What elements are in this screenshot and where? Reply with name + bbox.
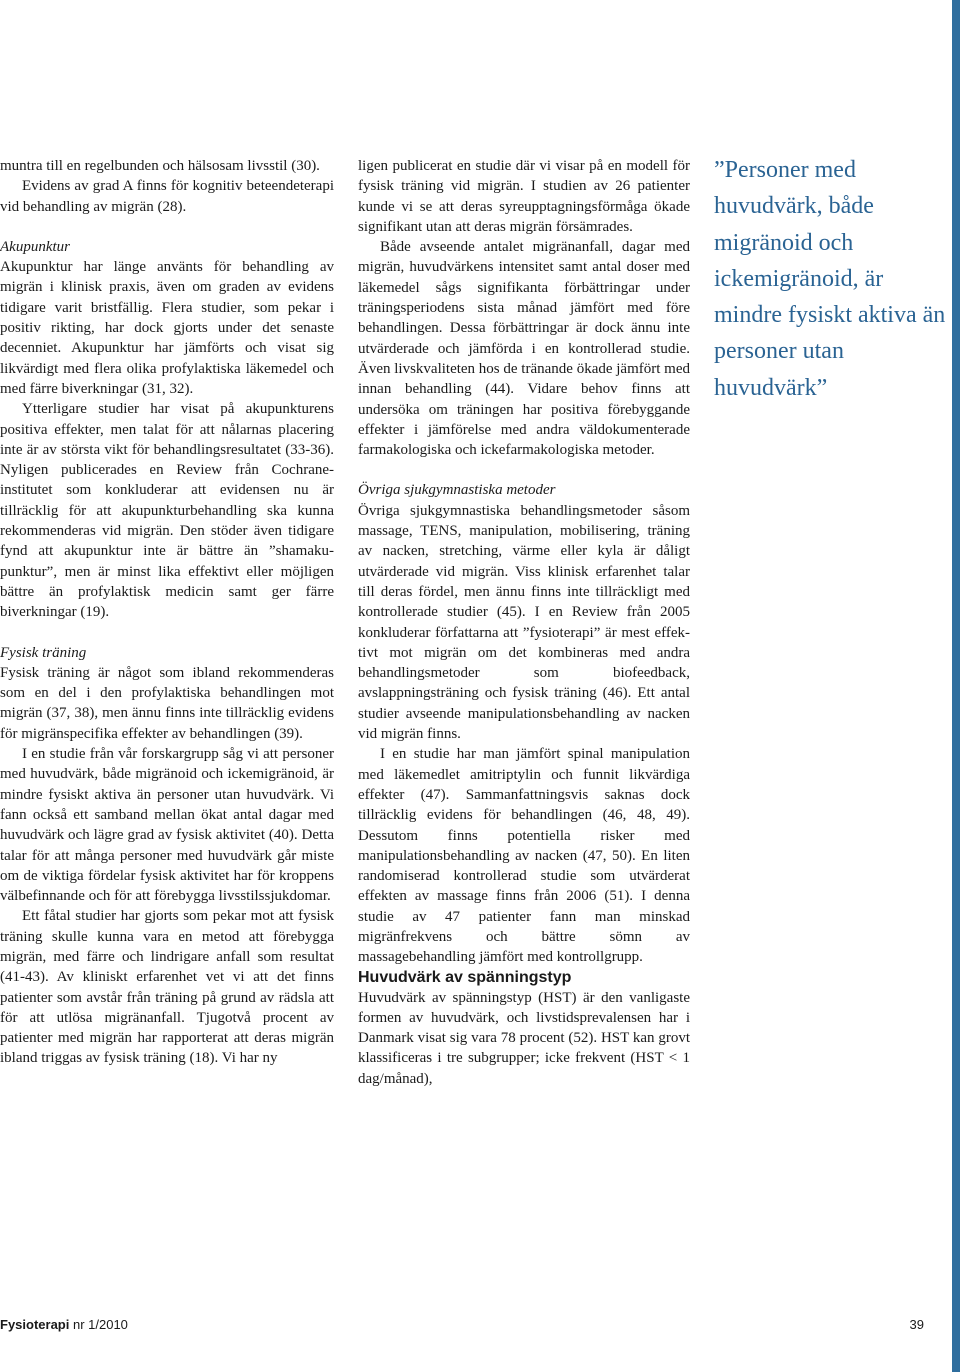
subheading-akupunktur: Akupunktur: [0, 238, 70, 255]
paragraph: Akupunktur har länge använts för behandling av migrän i klinisk praxis, även om graden av evidens tidigare varit bristfällig. Flera studier, som pekar i positiv rikting, har dock gjorts under det senaste decenniet. Akupunktur har jämförts och visat sig likvärdigt med flera olika profylaktiska läkemedel och med färre biverkningar (31, 32).: [0, 259, 334, 397]
subheading-fysisk-traning: Fysisk träning: [0, 644, 87, 661]
page-number: 39: [909, 1317, 924, 1332]
paragraph: Fysisk träning är något som ibland rekommenderas som en del i den profylaktiska behandlingen mot migrän (37, 38), men ännu finns inte tillräcklig evidens för migränspecifika effekter av behandlingen (39).: [0, 664, 334, 742]
paragraph: Huvudvärk av spänningstyp (HST) är den vanligaste formen av huvudvärk, och livstidsprevalensen har i Danmark visat sig vara 78 procent (52). HST kan grovt klassificeras i tre subgrupper; icke frekvent (HST < 1 dag/månad),: [358, 989, 690, 1087]
paragraph: Ytterligare studier har visat på akupunkturens positiva effekter, men talat för att nålarnas placering inte är av största vikt för behandlingsresultatet (33-36). Nyligen publicerades en Review från Cochrane-institutet som konkluderar att evidensen nu är tillräcklig för att akupunkturbehandling ska kunna rekommenderas vid migrän. Den stöder även tidigare fynd att akupunktur inte är bättre än ”shamakupunktur”, men är minst lika effektivt eller möjligen bättre än profylaktisk medicin samt ger färre biverkningar (19).: [0, 401, 334, 621]
text-column-middle: [358, 156, 690, 1089]
paragraph: I en studie från vår forskargrupp såg vi att personer med huvudvärk, både migränoid och ickemigränoid, är mindre fysiskt aktiva än personer utan huvudvärk. Vi fann också ett samband mellan ökat antal dagar med huvudvärk och lägre grad av fysisk aktivitet (40). Detta talar för att många personer med huvudvärk går miste om de viktiga fördelar fysisk aktivitet har för kroppens välbefinnande och för att förebygga livsstilssjukdomar.: [0, 746, 334, 905]
paragraph: ligen publicerat en studie där vi visar på en modell för fysisk träning vid migrän. I studien av 26 patienter kunde vi se att deras syreupptagningsförmåga ökade signifikant utan att deras migrän försämrades.: [358, 158, 690, 235]
pull-quote: ”Personer med huvudvärk, både migränoid och ickemigränoid, är mindre fysiskt aktiva än personer utan huvudvärk”: [714, 157, 946, 401]
subheading-ovriga-metoder: Övriga sjukgymnastiska metoder: [358, 482, 556, 499]
issue-number: nr 1/2010: [69, 1317, 128, 1332]
paragraph: Ett fåtal studier har gjorts som pekar mot att fysisk träning skulle kunna vara en metod att förebygga migrän, med färre och lindrigare anfall som resultat (41-43). Av kliniskt erfarenhet vet vi att det finns patienter som avstår från träning på grund av rädsla att för att utlösa migränanfall. Tjugotvå procent av patienter med migrän har rapporterat att deras migrän ibland triggas av fysisk träning (18). Vi har ny: [0, 908, 334, 1067]
paragraph: Evidens av grad A finns för kognitiv beteendeterapi vid behandling av migrän (28).: [0, 178, 334, 215]
section-heading-spanningshuvudvark: Huvudvärk av spänningstyp: [358, 968, 572, 986]
paragraph: I en studie har man jämfört spinal manipulation med läkemedlet amitriptylin och funnit likvärdiga effekter (47). Sammanfattningsvis saknas dock tillräcklig evidens för behandlingen (46, 48, 49). Dessutom finns potentiella risker med manipulationsbehandling av nacken (47, 50). En liten randomiserad kontrollerad studie som utvärderat effekten av massage finns från 2006 (51). I denna studie av 47 patienter fann man minskad migränfrekvens och bättre sömn av massagebehandling jämfört med kontrollgrupp.: [358, 746, 690, 966]
text-column-left: [0, 156, 334, 1069]
footer-journal: [0, 1317, 128, 1332]
paragraph: muntra till en regelbunden och hälsosam livsstil (30).: [0, 158, 320, 174]
journal-name: Fysioterapi: [0, 1317, 70, 1332]
paragraph: Övriga sjukgymnastiska behandlingsmetoder såsom massage, TENS, manipulation, mobilisering, träning av nacken, stretching, värme eller kyla är dåligt utvärderade vid migrän. Viss klinisk erfarenhet talar till deras fördel, men ännu finns inte tillräckligt med kontrollerade studier (45). I en Review från 2005 konkluderar författarna att ”fysioterapi” är mest effektivt mot migrän om det kombineras med andra behandlingsmetoder som biofeedback, avslappningsträning och fysisk träning (46). Ett antal studier avseende manipulationsbehandling av nacken vid migrän finns.: [358, 502, 690, 743]
paragraph: Både avseende antalet migränanfall, dagar med migrän, huvudvärkens intensitet samt antal doser med läkemedel sågs signifikanta förbättringar under träningsperiodens sista månad jämfört med före behandlingen. Dessa förbättringar är dock ännu inte utvärderade och jämförda i en kontrollerad studie. Även livskvaliteten hos de tränande ökade jämfört med innan behandling (44). Vidare behov finns att undersöka om träningen har positiva förebyggande effekter i jämförelse med andra väldokumenterade farmakologiska och ickefarmakologiska metoder.: [358, 239, 690, 459]
